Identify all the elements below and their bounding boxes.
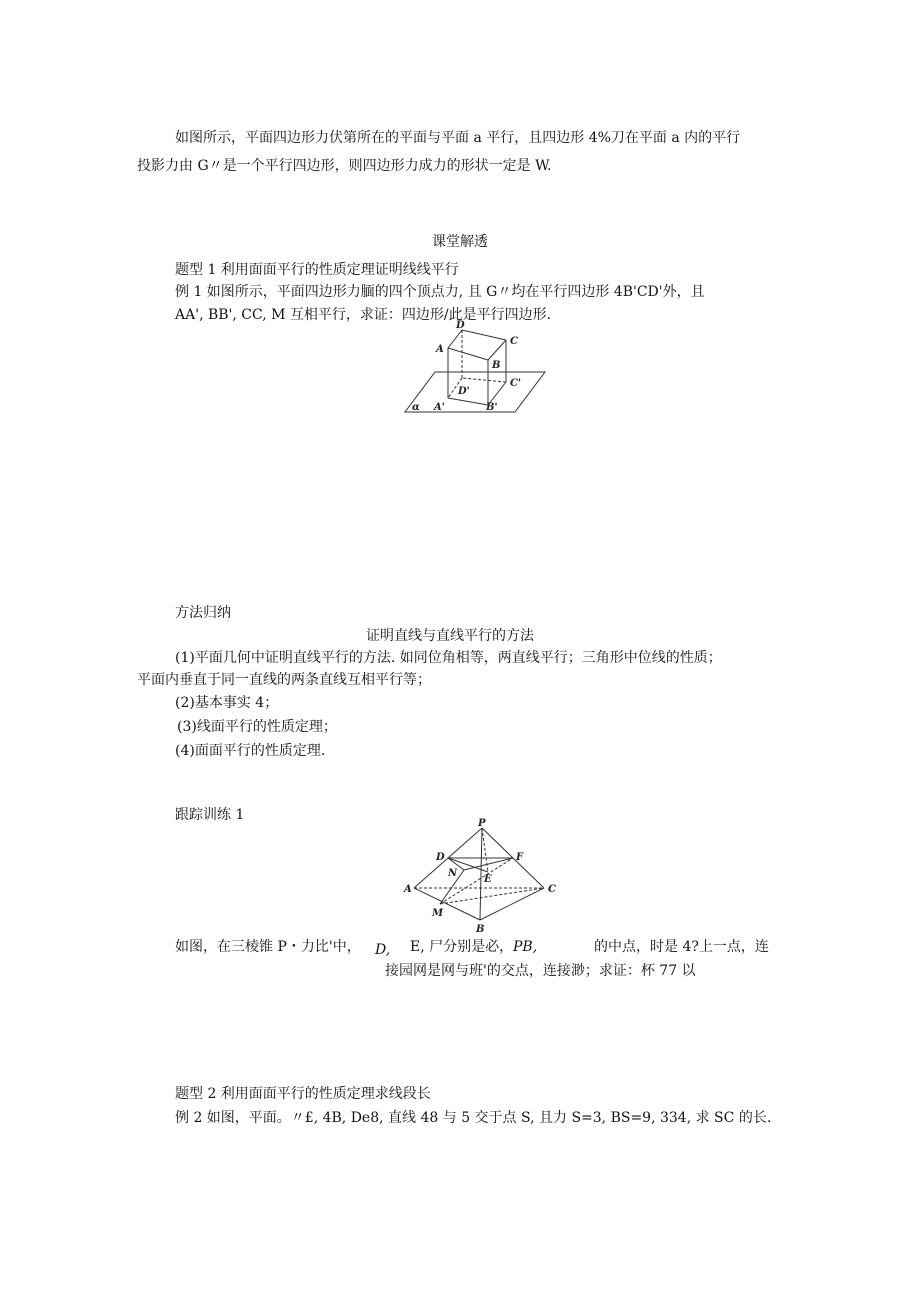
method-item-1-line-1: (1)平面几何中证明直线平行的方法. 如同位角相等，两直线平行；三角形中位线的性质； <box>175 650 722 666</box>
method-title: 证明直线与直线平行的方法 <box>366 628 534 644</box>
method-item-2: (2)基本事实 4； <box>175 695 279 711</box>
fig1-label-C: C <box>510 336 518 347</box>
fig1-label-Ap: A' <box>434 402 445 413</box>
fig2-label-C: C <box>548 884 556 895</box>
method-heading: 方法归纳 <box>175 605 231 621</box>
fig2-label-N: N <box>448 868 458 879</box>
practice-line-1c: E, 尸分别是必， <box>410 939 514 955</box>
practice-line-1d: PB, <box>513 939 538 955</box>
fig1-label-Bp: B' <box>486 402 498 413</box>
figure-2-tetrahedron <box>402 820 562 935</box>
practice-line-1e: 的中点，时是 4?上一点，连 <box>594 939 769 955</box>
fig1-label-Cp: C' <box>510 378 522 389</box>
figure-1-prism-over-plane <box>400 320 560 420</box>
method-item-4: (4)面面平行的性质定理. <box>175 743 326 759</box>
method-item-1-line-2: 平面内垂直于同一直线的两条直线互相平行等； <box>137 672 431 688</box>
fig2-label-F: F <box>516 852 524 863</box>
fig1-label-D: D <box>456 320 465 331</box>
fig1-label-A: A <box>436 344 444 355</box>
fig2-label-M: M <box>432 908 444 919</box>
section-title: 课堂解透 <box>432 234 488 250</box>
fig2-label-P: P <box>478 818 486 829</box>
method-item-3: (3)线面平行的性质定理； <box>177 719 337 735</box>
example1-line-1: 例 1 如图所示，平面四边形力腼的四个顶点力, 且 G〃均在平行四边形 4B'CD'外，且 <box>175 284 705 300</box>
practice-line-1b: D, <box>375 942 391 958</box>
fig2-label-E: E <box>484 874 492 885</box>
fig2-label-D: D <box>436 852 445 863</box>
type2-heading: 题型 2 利用面面平行的性质定理求线段长 <box>175 1086 431 1102</box>
example1-line-2: AA', BB', CC, M 互相平行，求证：四边形/此是平行四边形. <box>175 307 552 323</box>
example2-line-1: 例 2 如图，平面。〃£, 4B, De8, 直线 48 与 5 交于点 S, 且力 S=3, BS=9, 334, 求 SC 的长. <box>175 1110 772 1126</box>
fig1-label-B: B <box>492 360 501 371</box>
fig1-label-alpha: α <box>412 402 420 413</box>
practice-line-1a: 如图，在三棱锥 P・力比'中， <box>175 939 361 955</box>
intro-line-1: 如图所示，平面四边形力伏第所在的平面与平面 a 平行，且四边形 4%刀在平面 a 内的平行 <box>175 130 741 146</box>
practice-heading: 跟踪训练 1 <box>175 807 245 823</box>
type1-heading: 题型 1 利用面面平行的性质定理证明线线平行 <box>175 262 459 278</box>
practice-line-2: 接园网是网与班'的交点，连接渺；求证：杯 77 以 <box>385 963 696 979</box>
fig1-label-Dp: D' <box>458 386 470 397</box>
intro-line-2: 投影力由 G〃是一个平行四边形，则四边形力成力的形状一定是 W. <box>137 158 552 174</box>
fig2-label-B: B <box>476 924 485 935</box>
fig2-label-A: A <box>404 884 412 895</box>
